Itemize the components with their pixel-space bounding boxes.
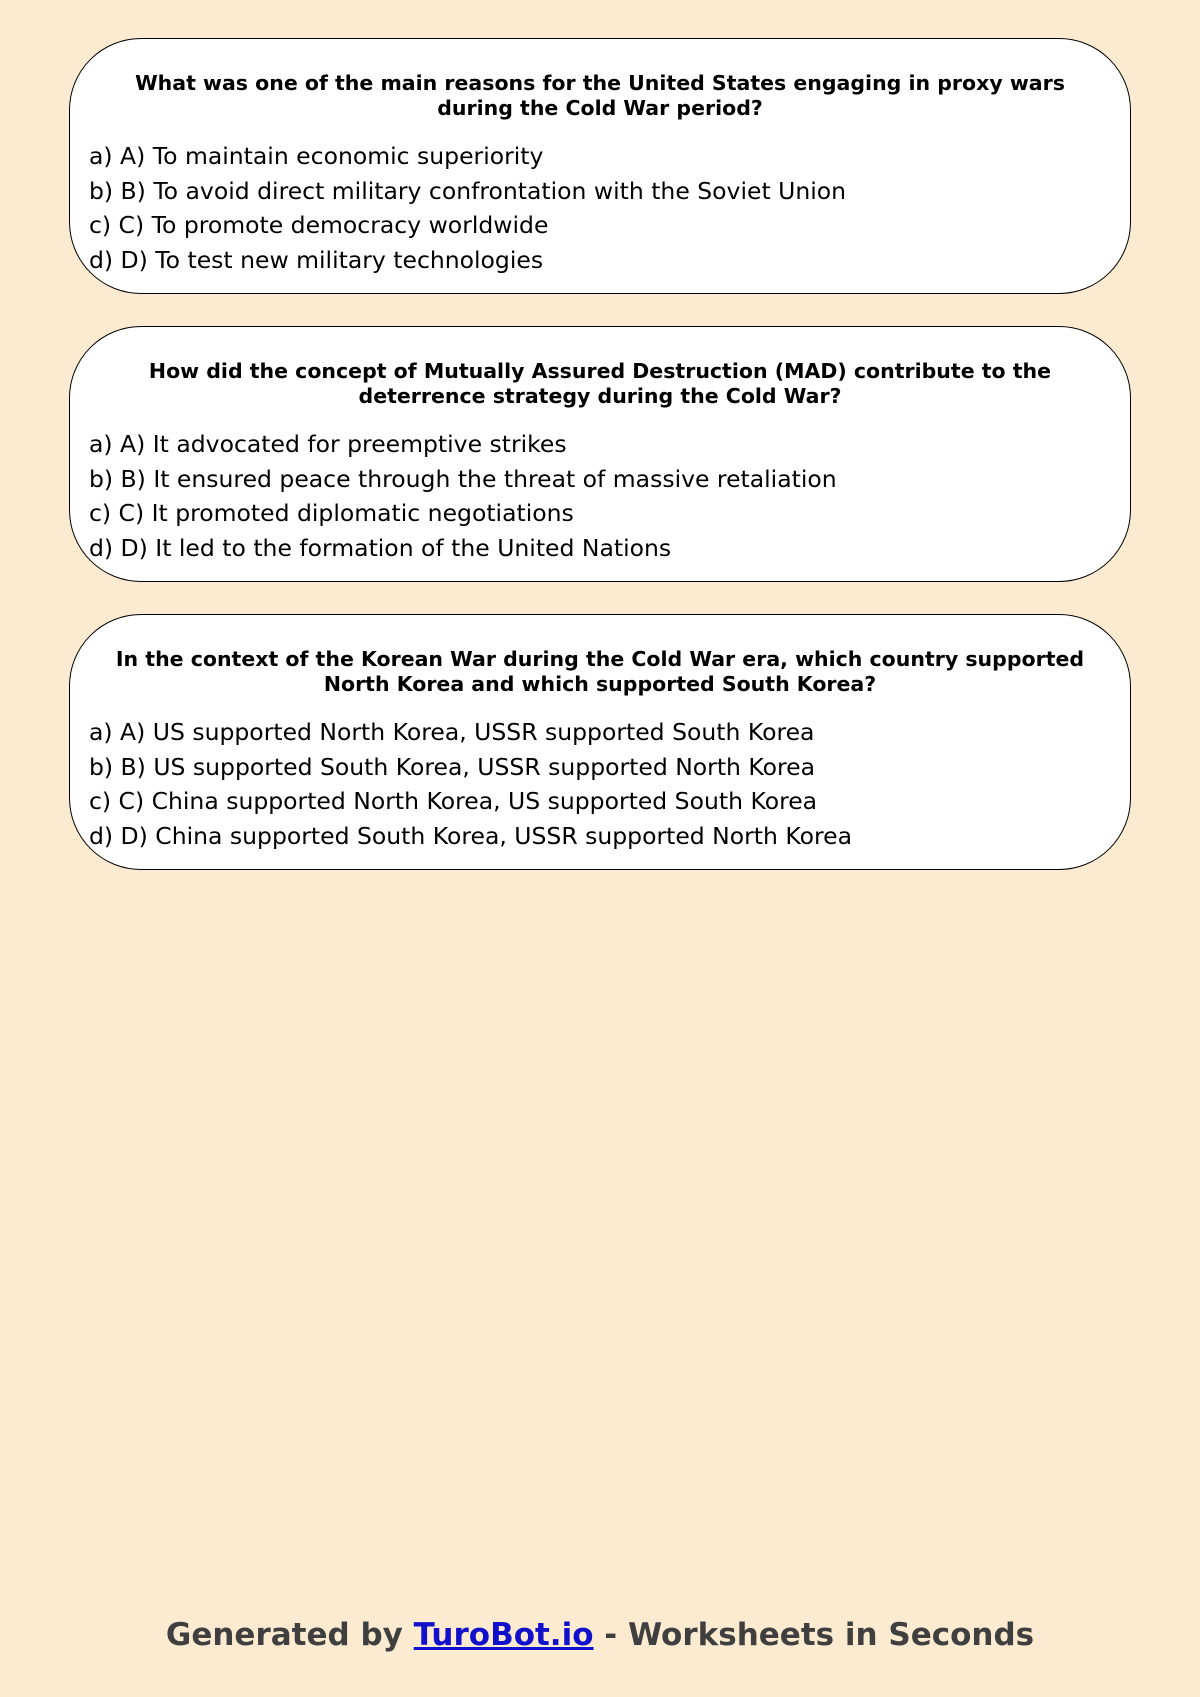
answer-option-a: a) A) It advocated for preemptive strikes — [89, 430, 567, 458]
answer-option-d: d) D) China supported South Korea, USSR supported North Korea — [89, 821, 853, 850]
question-card — [69, 38, 1131, 294]
answer-option-a: a) A) To maintain economic superiority — [89, 142, 544, 170]
answer-option-c: c) C) It promoted diplomatic negotiations — [89, 499, 574, 527]
footer-suffix: - Worksheets in Seconds — [593, 1617, 1035, 1653]
answer-option-a: a) A) US supported North Korea, USSR supported South Korea — [89, 718, 815, 746]
answer-option-b: b) B) To avoid direct military confrontation with the Soviet Union — [89, 176, 847, 205]
question-card — [69, 326, 1131, 582]
question-card — [69, 614, 1131, 870]
turobot-link[interactable]: TuroBot.io — [413, 1617, 594, 1653]
question-text: What was one of the main reasons for the United States engaging in proxy wars during the Cold War period? — [135, 71, 1065, 120]
answer-option-c: c) C) China supported North Korea, US supported South Korea — [89, 787, 818, 815]
question-text: How did the concept of Mutually Assured Destruction (MAD) contribute to the deterrence strategy during the Cold War? — [148, 359, 1052, 408]
answer-options — [89, 715, 1130, 853]
answer-option-c: c) C) To promote democracy worldwide — [89, 211, 549, 239]
answer-option-b: b) B) It ensured peace through the threat of massive retaliation — [89, 464, 837, 493]
answer-option-b: b) B) US supported South Korea, USSR supported North Korea — [89, 752, 816, 781]
answer-options — [89, 427, 1130, 565]
footer-prefix: Generated by — [165, 1617, 414, 1653]
question-text: In the context of the Korean War during the Cold War era, which country supported North Korea and which supported South Korea? — [115, 647, 1085, 696]
answer-option-d: d) D) To test new military technologies — [89, 245, 544, 274]
answer-options — [89, 139, 1130, 277]
answer-option-d: d) D) It led to the formation of the United Nations — [89, 533, 672, 562]
footer-credit — [0, 1617, 1200, 1653]
